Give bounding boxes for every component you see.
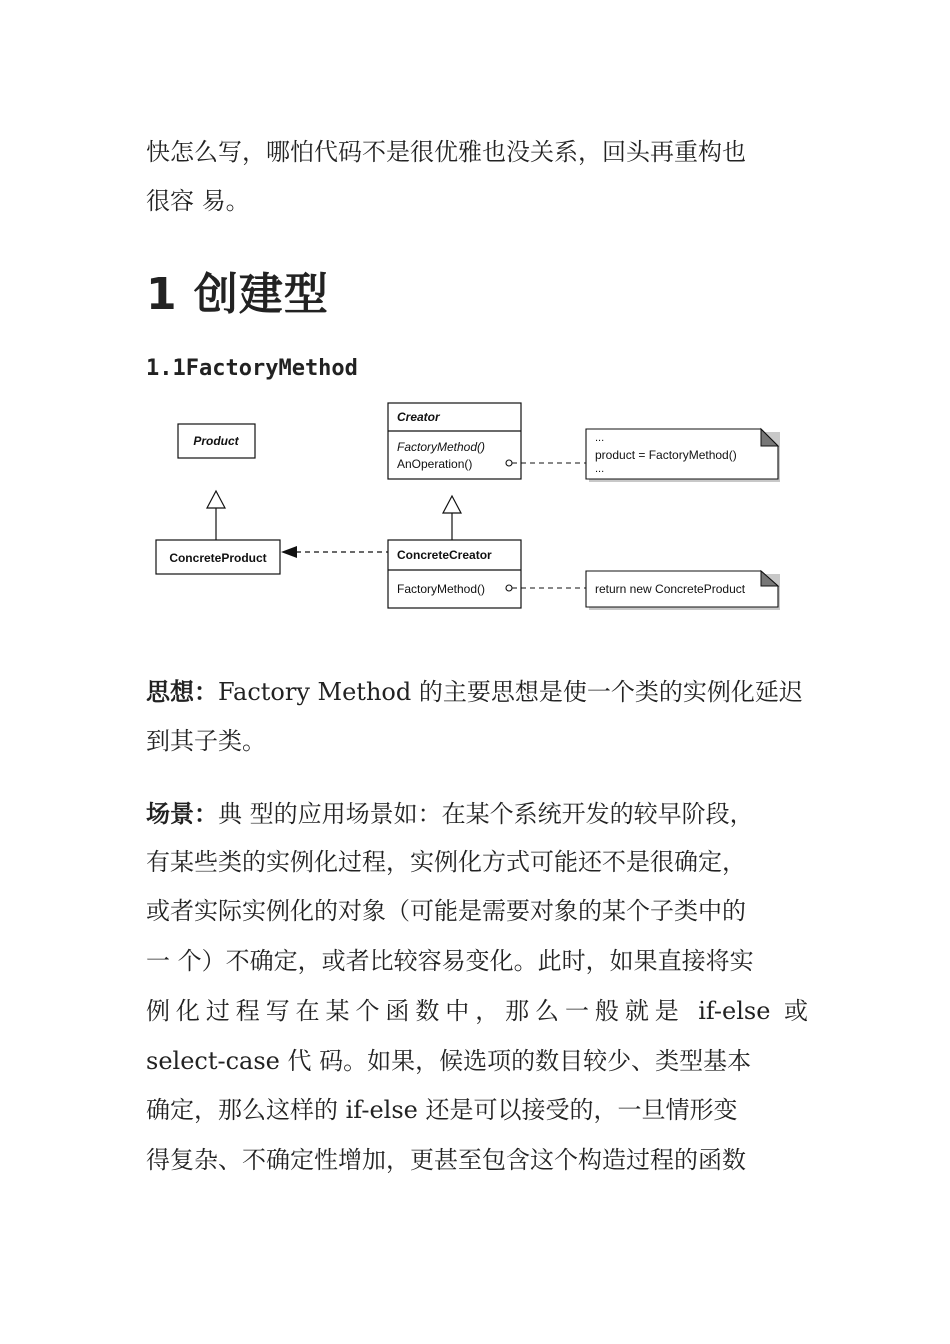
scenario-line-1 (146, 789, 808, 839)
note2-anchor (506, 585, 512, 591)
scenario-line-3: 或者实际实例化的对象（可能是需要对象的某个子类中的 (146, 897, 746, 925)
product-inheritance-arrow (207, 491, 225, 508)
scenario-text-1: 典 型的应用场景如：在某个系统开发的较早阶段， (218, 800, 754, 828)
scenario-line-6: select-case 代 码。如果，候选项的数目较少、类型基本 (146, 1047, 752, 1075)
idea-label: 思想： (146, 677, 218, 706)
creator-method-anoperation: AnOperation() (397, 457, 473, 471)
note-2-code: return new ConcreteProduct (595, 582, 746, 596)
intro-line-1: 快怎么写，哪怕代码不是很优雅也没关系，回头再重构也 (146, 138, 746, 166)
intro-line-2: 很容 易。 (146, 187, 250, 215)
note-1-dots-bottom: ... (595, 463, 605, 475)
creator-class-name: Creator (397, 410, 440, 424)
scenario-line-4: 一 个）不确定，或者比较容易变化。此时，如果直接将实 (146, 947, 754, 975)
subsection-heading: 1.1FactoryMethod (146, 356, 358, 381)
product-class-name: Product (193, 434, 239, 448)
creates-dependency-arrow (281, 546, 297, 558)
section-heading: 1 创建型 (146, 269, 329, 320)
concrete-creator-class-name: ConcreteCreator (397, 548, 492, 562)
note-1-dots-top: ... (595, 432, 605, 444)
scenario-line-5: 例化过程写在某个函数中，那么一般就是 if-else 或 (146, 997, 808, 1025)
creator-method-factory: FactoryMethod() (397, 440, 486, 454)
creator-inheritance-arrow (443, 496, 461, 513)
scenario-line-2: 有某些类的实例化过程，实例化方式可能还不是很确定， (146, 848, 746, 876)
note-1-code: product = FactoryMethod() (595, 448, 737, 462)
scenario-line-8: 得复杂、不确定性增加，更甚至包含这个构造过程的函数 (146, 1146, 746, 1174)
idea-paragraph (146, 667, 808, 766)
idea-text: Factory Method 的主要思想是使一个类的实例化延迟到其子类。 (146, 678, 803, 755)
concrete-creator-method-factory: FactoryMethod() (397, 582, 486, 596)
scenario-line-7: 确定，那么这样的 if-else 还是可以接受的，一旦情形变 (146, 1096, 738, 1124)
concrete-product-class-name: ConcreteProduct (169, 551, 267, 565)
note1-anchor (506, 460, 512, 466)
scenario-label: 场景： (146, 799, 218, 828)
